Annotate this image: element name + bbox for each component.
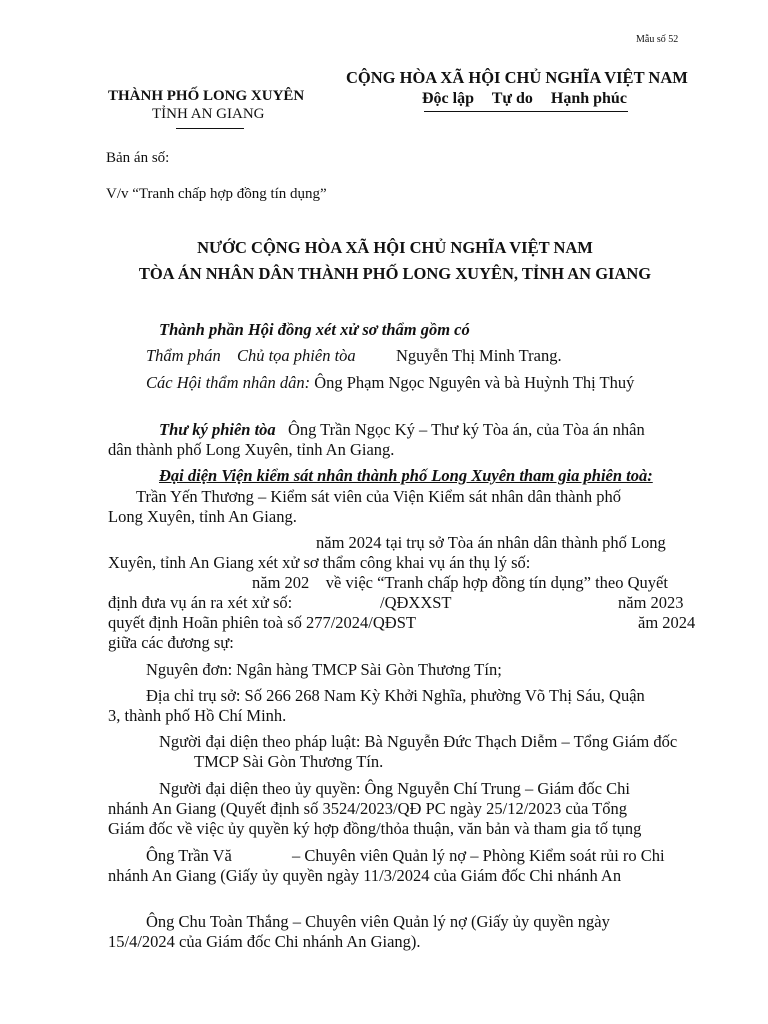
procuracy-line-1: Trần Yến Thương – Kiểm sát viên của Viện Kiểm sát nhân dân thành phố [136,487,622,506]
motto-rule [424,111,628,112]
auth-rep-line-1: Người đại diện theo ủy quyền: Ông Nguyễn Chí Trung – Giám đốc Chi [159,779,630,798]
trial-line-2: Xuyên, tỉnh An Giang xét xử sơ thẩm công khai vụ án thụ lý số: [108,553,531,572]
secretary-line-2: dân thành phố Long Xuyên, tỉnh An Giang. [108,440,395,459]
trial-line-4a: định đưa vụ án ra xét xử số: [108,593,293,612]
judge-name: Nguyễn Thị Minh Trang. [395,346,562,365]
address-line-1: Địa chỉ trụ sở: Số 266 268 Nam Kỳ Khởi Nghĩa, phường Võ Thị Sáu, Quận [146,686,645,705]
trial-line-5a: quyết định Hoãn phiên toà số 277/2024/QĐST [108,613,416,632]
tran-va-line-1: – Chuyên viên Quản lý nợ – Phòng Kiểm soát rủi ro Chi [292,846,665,865]
left-header-rule [176,128,244,129]
assessors-line [146,373,634,393]
legal-rep-line-2: TMCP Sài Gòn Thương Tín. [194,752,384,771]
trial-line-5b: ăm 2024 [638,613,696,632]
assessors-names: Ông Phạm Ngọc Nguyên và bà Huỳnh Thị Thuý [314,373,635,392]
auth-rep-line-2: nhánh An Giang (Quyết định số 3524/2023/QĐ PC ngày 25/12/2023 của Tổng [108,799,627,818]
secretary-text-1: Ông Trần Ngọc Ký – Thư ký Tòa án, của Tòa án nhân [287,420,645,439]
trial-decision-code: /QĐXXST [380,593,452,612]
motto-happiness: Hạnh phúc [550,90,627,107]
secretary-line-1 [159,420,645,440]
trial-decision-year: năm 2023 [618,593,684,612]
tran-va-name: Ông Trần Vă [146,846,232,865]
province-heading: TỈNH AN GIANG [152,106,265,122]
procuracy-label: Đại diện Viện kiểm sát nhân thành phố Long Xuyên tham gia phiên toà: [159,466,653,485]
auth-rep-line-3: Giám đốc về việc ủy quyền ký hợp đồng/thỏa thuận, văn bản và tham gia tố tụng [108,819,642,838]
judge-label: Thẩm phán [146,346,221,365]
case-subject: V/v “Tranh chấp hợp đồng tín dụng” [106,186,327,202]
motto [422,90,627,108]
form-number: Mẫu số 52 [636,34,679,45]
address-line-2: 3, thành phố Hồ Chí Minh. [108,706,287,725]
plaintiff-line: Nguyên đơn: Ngân hàng TMCP Sài Gòn Thương Tín; [146,660,502,679]
panel-heading: Thành phần Hội đồng xét xử sơ thẩm gồm có [159,320,470,339]
chu-toan-line-2: 15/4/2024 của Giám đốc Chi nhánh An Giang). [108,932,421,951]
legal-rep-line-1: Người đại diện theo pháp luật: Bà Nguyễn Đức Thạch Diễm – Tổng Giám đốc [159,732,678,751]
court-city-heading: THÀNH PHỐ LONG XUYÊN [108,88,305,104]
nation-heading: CỘNG HÒA XÃ HỘI CHỦ NGHĨA VIỆT NAM [346,68,688,87]
judge-line [146,346,562,366]
document-title-nation: NƯỚC CỘNG HÒA XÃ HỘI CHỦ NGHĨA VIỆT NAM [197,238,593,257]
tran-va-line-2: nhánh An Giang (Giấy ủy quyền ngày 11/3/2024 của Giám đốc Chi nhánh An [108,866,622,885]
judge-role: Chủ tọa phiên tòa [236,346,356,365]
trial-line-1: năm 2024 tại trụ sở Tòa án nhân dân thành phố Long [316,533,666,552]
chu-toan-line-1: Ông Chu Toàn Thắng – Chuyên viên Quản lý nợ (Giấy ủy quyền ngày [146,912,610,931]
procuracy-line-2: Long Xuyên, tỉnh An Giang. [108,507,297,526]
trial-line-3: năm 202 về việc “Tranh chấp hợp đồng tín dụng” theo Quyết [252,573,668,592]
document-title-court: TÒA ÁN NHÂN DÂN THÀNH PHỐ LONG XUYÊN, TỈNH AN GIANG [138,264,652,283]
motto-independence: Độc lập [422,90,474,107]
judgment-number-label: Bản án số: [106,150,170,166]
motto-freedom: Tự do [491,90,533,107]
assessors-label: Các Hội thẩm nhân dân: [146,373,311,392]
trial-line-6: giữa các đương sự: [108,633,234,652]
secretary-label: Thư ký phiên tòa [159,420,276,439]
